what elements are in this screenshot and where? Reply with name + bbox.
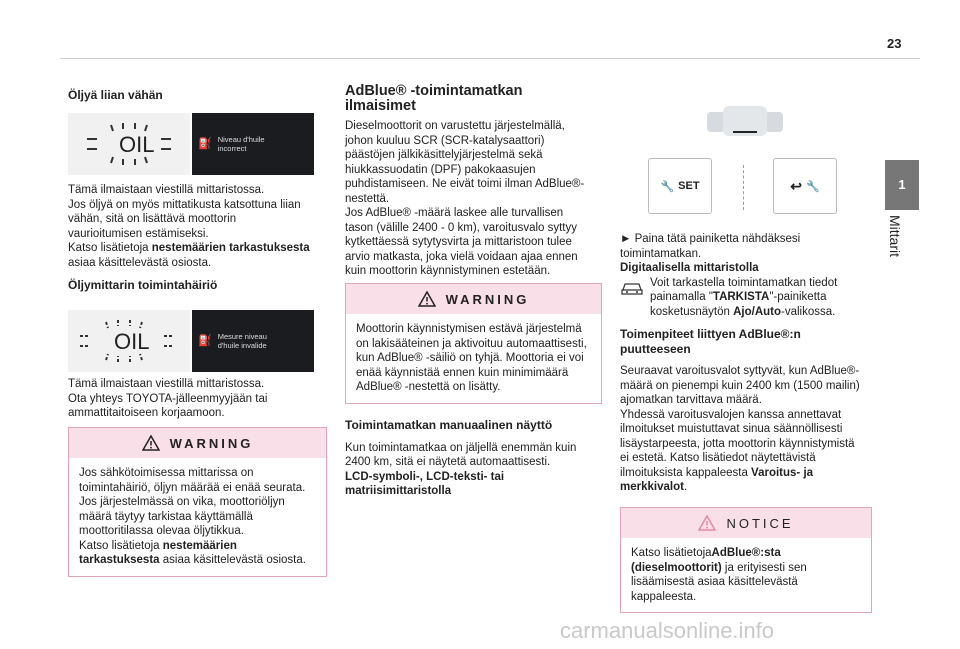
heading-low-oil: Öljyä liian vähän bbox=[68, 88, 163, 102]
oil-fault-symbol-text: OIL bbox=[114, 329, 150, 354]
return-arrow-icon: ↩ bbox=[790, 177, 803, 194]
wrench-icon: 🔧 bbox=[660, 180, 675, 193]
chapter-tab[interactable]: 1 bbox=[885, 160, 919, 210]
watermark: carmanualsonline.info bbox=[560, 618, 775, 643]
oil-message-display: ⛽ Niveau d'huile incorrect bbox=[192, 113, 314, 175]
notice-title: NOTICE bbox=[726, 515, 794, 531]
column-3-text: ► Paina tätä painiketta nähdäksesi toimintamatkan. Digitaalisella mittaristolla Voit tarkastella toimintamatkan tiedot painamalla "TARKISTA"-painiketta kosketusnäytön Ajo/Auto-valikossa. Toimenpiteet liittyen AdBlue®:n puutteeseen Seuraavat varoitusvalot syttyvät, kun AdBlue®-määrä on pienempi kuin 2400 km (1500 mailin) ajomatkan tarvittava määrä. Yhdessä varoitusvalojen kanssa annettavat ilmoitukset muistuttavat sinua säännöllisesti lisäystarpeesta, jotta moottorin käynnistymistä ei estetä. Katso lisätiedot näytettävistä ilmoituksista kappaleesta Varoitus- ja merkkivalot. bbox=[620, 232, 865, 495]
heading-adblue: AdBlue® -toimintamatkan ilmaisimet bbox=[345, 83, 523, 114]
steering-wheel-icon bbox=[705, 104, 785, 140]
column-1 bbox=[68, 88, 313, 103]
warning-triangle-icon bbox=[418, 291, 436, 307]
return-wrench-button[interactable] bbox=[773, 158, 837, 214]
oil-can-icon: ⛽ bbox=[198, 137, 212, 150]
column-2 bbox=[345, 84, 590, 279]
oil-image-1 bbox=[68, 113, 314, 175]
manual-display-section: Toimintamatkan manuaalinen näyttö Kun toimintamatkaa on jäljellä enemmän kuin 2400 km, sitä ei näytetä automaattisesti. LCD-symboli-, LCD-teksti- tai matriisimittaristolla bbox=[345, 418, 590, 499]
wrench-icon: 🔧 bbox=[806, 180, 820, 193]
car-icon bbox=[620, 278, 644, 296]
button-divider bbox=[743, 165, 745, 210]
chapter-label: Mittarit bbox=[887, 215, 903, 257]
notice-box: NOTICE Katso lisätietojaAdBlue®:sta (dieselmoottorit) ja erityisesti sen lisäämisestä asiaa käsittelevästä kappaleesta. bbox=[620, 507, 872, 613]
low-oil-text: Tämä ilmaistaan viestillä mittaristossa. Jos öljyä on myös mittatikusta katsottuna liian vähän, sitä on lisättävä moottorin vaurioitumisen estämiseksi. Katso lisätietoja nestemäärien tarkastuksesta asiaa käsittelevästä osiosta. Öljymittarin toimintahäiriö bbox=[68, 183, 313, 293]
set-button[interactable]: 🔧 SET bbox=[648, 158, 712, 214]
heading-digital-cluster: Digitaalisella mittaristolla bbox=[620, 262, 759, 274]
warning-box-adblue: WARNING Moottorin käynnistymisen estävä järjestelmä on lakisääteinen ja aktivoituu automaattisesti, kun AdBlue® -säiliö on tyhjä. Moottoria ei voi enää käynnistää ennen kuin minimimäärä AdBlue® -nestettä on lisätty. bbox=[345, 283, 602, 404]
warning-triangle-icon bbox=[142, 435, 160, 451]
page-number: 23 bbox=[887, 36, 902, 51]
heading-adblue-shortage: Toimenpiteet liittyen AdBlue®:n puutteeseen bbox=[620, 327, 801, 356]
warning-title: WARNING bbox=[169, 435, 254, 451]
steering-wheel-illustration bbox=[705, 104, 785, 145]
warning-box-oil: WARNING Jos sähkötoimisessa mittarissa on toimintahäiriö, öljyn määrää ei enää seurata. Jos järjestelmässä on vika, moottoriöljyn määrä täytyy tarkistaa käyttämällä moottoritilassa olevaa öljytikkua. Katso lisätietoja nestemäärien tarkastuksesta asiaa käsittelevästä osiosta. bbox=[68, 427, 327, 577]
warning-title: WARNING bbox=[445, 291, 530, 307]
notice-triangle-icon bbox=[698, 515, 716, 531]
oil-can-icon: ⛽ bbox=[198, 334, 212, 347]
top-divider bbox=[60, 58, 920, 59]
heading-manual-display: Toimintamatkan manuaalinen näyttö bbox=[345, 418, 553, 432]
heading-oil-gauge-fault: Öljymittarin toimintahäiriö bbox=[68, 278, 218, 292]
adblue-intro-text: Dieselmoottorit on varustettu järjestelmällä, johon kuuluu SCR (SCR-katalysaattori) päästöjen jälkikäsittelyjärjestelmä sekä hiukkassuodatin (DPF) pakokaasujen puhdistamiseen. Ne eivät toimi ilman AdBlue®-nestettä. Jos AdBlue® -määrä laskee alle turvallisen tason (välille 2400 - 0 km), varoitusvalo syttyy kytkettäessä sytytysvirta ja mittaristoon tulee arvio matkasta, joka vielä voidaan ajaa ennen kuin moottorin käynnistyminen estetään. bbox=[345, 120, 585, 277]
oil-fault-message-display: ⛽ Mesure niveau d'huile invalide bbox=[192, 310, 314, 372]
oil-image-2 bbox=[68, 310, 314, 372]
oil-fault-text: Tämä ilmaistaan viestillä mittaristossa. Ota yhteys TOYOTA-jälleenmyyjään tai ammattitaitoiseen korjaamoon. bbox=[68, 378, 268, 419]
oil-symbol-text: OIL bbox=[119, 132, 155, 157]
